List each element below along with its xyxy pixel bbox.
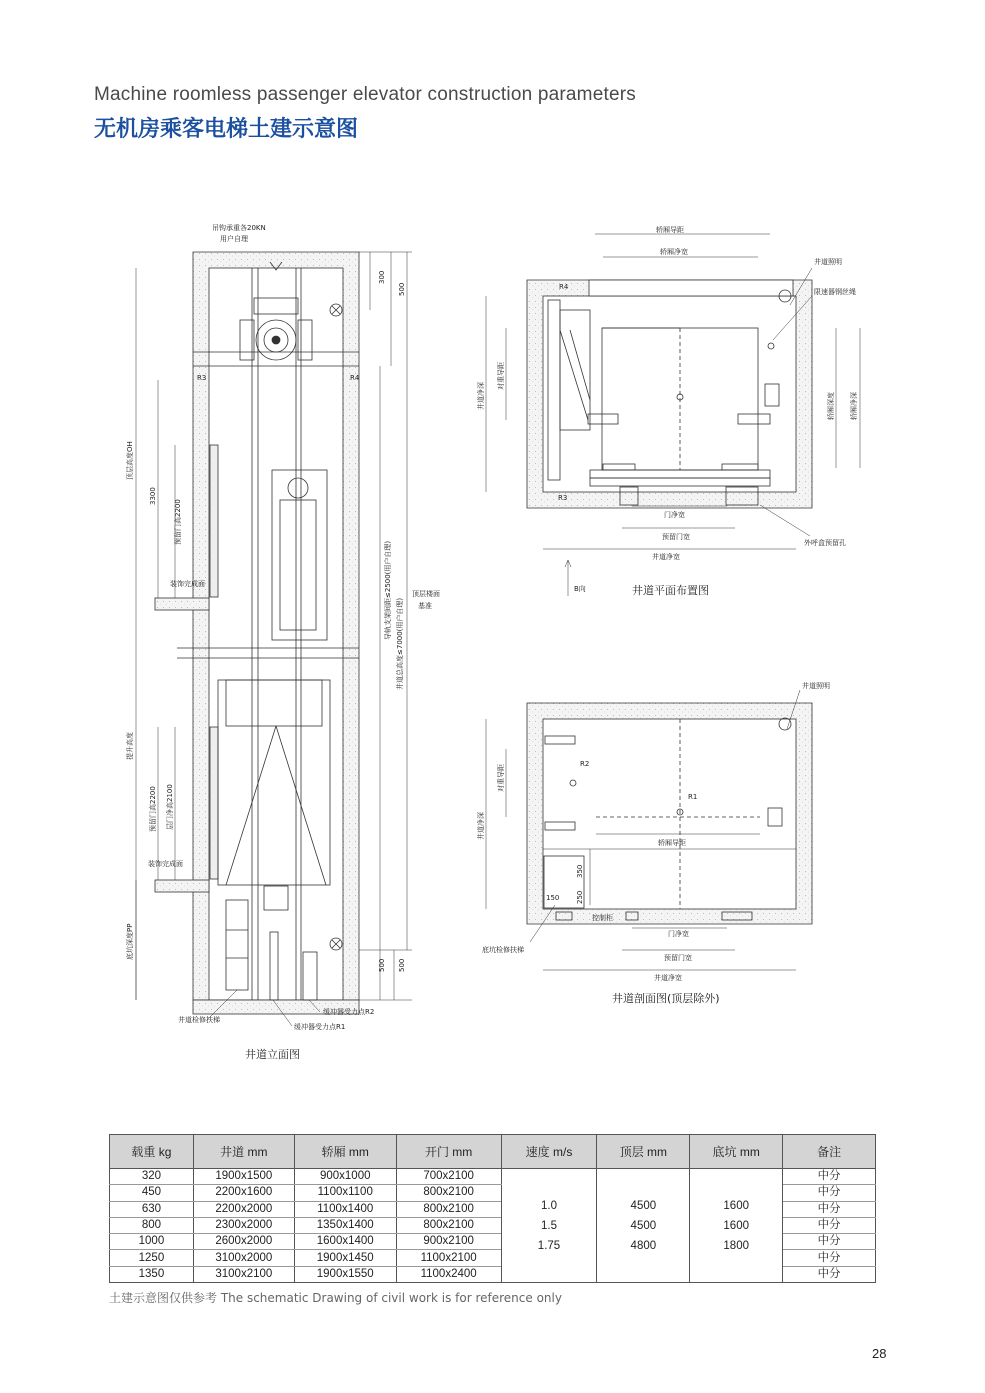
label-r3: R3: [558, 494, 568, 502]
cell-pit-merged: [690, 1169, 783, 1283]
cell-speed-merged: [501, 1169, 597, 1283]
section-drawing: [486, 690, 812, 970]
cell-remark: 中分: [783, 1201, 876, 1217]
title-english: Machine roomless passenger elevator construction parameters: [94, 84, 636, 105]
overhead-value: 4800: [630, 1239, 657, 1252]
label-top-height: 顶层高度OH: [126, 441, 134, 480]
speed-value: 1.0: [541, 1199, 557, 1212]
label-dim-250: 250: [576, 890, 584, 904]
cell-hoistway: 2300x2000: [193, 1217, 294, 1233]
label-r4: R4: [350, 374, 360, 382]
cell-car: 900x1000: [294, 1169, 396, 1185]
caption-elevation: 井道立面图: [245, 1048, 300, 1061]
label-door-2100: 层门净高2100: [166, 784, 174, 830]
cell-door: 1100x2100: [396, 1250, 501, 1266]
label-rail-bracket: 导轨支架间距≤2500(用户自理): [384, 540, 392, 640]
cell-load: 1000: [110, 1234, 194, 1250]
parameters-table: [109, 1134, 876, 1283]
label-travel-height: 提升高度: [126, 732, 134, 760]
cell-door: 700x2100: [396, 1169, 501, 1185]
header-remark: 备注: [783, 1135, 876, 1169]
label-dim-350: 350: [576, 864, 584, 878]
label-car-rail: 轿厢导距: [658, 839, 686, 847]
cell-load: 630: [110, 1201, 194, 1217]
header-door: 开门 mm: [396, 1135, 501, 1169]
cell-car: 1900x1550: [294, 1266, 396, 1282]
header-load: 载重 kg: [110, 1135, 194, 1169]
cell-car: 1900x1450: [294, 1250, 396, 1266]
cell-hoistway: 2200x2000: [193, 1201, 294, 1217]
cell-remark: 中分: [783, 1250, 876, 1266]
cell-hoistway: 2600x2000: [193, 1234, 294, 1250]
label-pit-ladder: 井道检修扶梯: [178, 1016, 220, 1024]
label-r2: R2: [580, 760, 590, 768]
elevation-drawing: [136, 252, 412, 1026]
cell-car: 1600x1400: [294, 1234, 396, 1250]
label-control-cabinet: 控制柜: [592, 914, 613, 922]
label-car-net-depth: 轿厢净深: [850, 392, 858, 420]
cell-remark: 中分: [783, 1266, 876, 1282]
footnote: 土建示意图仅供参考 The schematic Drawing of civil work is for reference only: [109, 1291, 562, 1305]
label-reserve-door-top: 预留门高2200: [174, 499, 182, 545]
label-finish-bottom: 装饰完成面: [148, 860, 183, 868]
label-r1: R1: [688, 793, 698, 801]
header-speed: 速度 m/s: [501, 1135, 597, 1169]
label-dim-500-top: 500: [398, 282, 406, 296]
label-hoist-depth: 井道净深: [477, 382, 485, 410]
label-hook-load: 吊钩承重各20KN: [212, 224, 266, 232]
label-lighting: 井道照明: [814, 258, 842, 266]
label-cwt-rail: 对重导距: [497, 764, 505, 792]
label-call-box: 外呼盒预留孔: [804, 539, 846, 547]
pit-value: 1800: [723, 1239, 749, 1252]
page-number: 28: [872, 1346, 887, 1361]
cell-hoistway: 3100x2100: [193, 1266, 294, 1282]
overhead-value: 4500: [630, 1199, 657, 1212]
label-dim-300: 300: [378, 270, 386, 284]
header-overhead: 顶层 mm: [597, 1135, 690, 1169]
pit-value: 1600: [723, 1199, 749, 1212]
label-governor: 限速器钢丝绳: [814, 288, 856, 296]
caption-section: 井道剖面图(顶层除外): [612, 992, 720, 1005]
cell-load: 320: [110, 1169, 194, 1185]
cell-door: 900x2100: [396, 1234, 501, 1250]
label-car-clear: 轿厢净宽: [660, 248, 688, 256]
label-car-depth: 轿厢深度: [827, 392, 835, 420]
label-r4: R4: [559, 283, 569, 291]
label-dim-500-bottom-b: 500: [398, 958, 406, 972]
label-cwt-rail: 对重导距: [497, 362, 505, 390]
cell-door: 800x2100: [396, 1201, 501, 1217]
speed-value: 1.5: [541, 1219, 557, 1232]
cell-remark: 中分: [783, 1185, 876, 1201]
label-pit-ladder: 底坑检修扶梯: [482, 946, 524, 954]
cell-car: 1100x1400: [294, 1201, 396, 1217]
label-finish-top: 装饰完成面: [170, 580, 205, 588]
cell-load: 800: [110, 1217, 194, 1233]
label-hook-user: 用户自理: [220, 235, 248, 243]
label-reserve-width: 预留门宽: [664, 954, 692, 962]
caption-plan: 井道平面布置图: [632, 584, 709, 597]
cell-car: 1350x1400: [294, 1217, 396, 1233]
header-car: 轿厢 mm: [294, 1135, 396, 1169]
label-hoistway-height: 井道总高度≤7000(用户自理): [396, 597, 404, 690]
label-buffer-r2: 缓冲器受力点R2: [323, 1008, 375, 1016]
cell-hoistway: 2200x1600: [193, 1185, 294, 1201]
table-row: [110, 1169, 876, 1185]
label-dim-3300: 3300: [149, 487, 157, 505]
label-door-2200: 预留门高2200: [149, 786, 157, 832]
cell-remark: 中分: [783, 1217, 876, 1233]
label-dim-500-bottom-a: 500: [378, 958, 386, 972]
label-car-rail: 轿厢导距: [656, 226, 684, 234]
label-top-floor-slab: 顶层楼面: [412, 590, 440, 598]
label-pit-depth: 底坑深度PP: [126, 923, 134, 960]
cell-overhead-merged: [597, 1169, 690, 1283]
cell-hoistway: 3100x2000: [193, 1250, 294, 1266]
overhead-value: 4500: [630, 1219, 657, 1232]
title-chinese: 无机房乘客电梯土建示意图: [94, 117, 359, 142]
label-reserve-width: 预留门宽: [662, 533, 690, 541]
cell-remark: 中分: [783, 1169, 876, 1185]
cell-load: 1250: [110, 1250, 194, 1266]
cell-load: 450: [110, 1185, 194, 1201]
label-hoist-width: 井道净宽: [652, 553, 680, 561]
header-pit: 底坑 mm: [690, 1135, 783, 1169]
label-dim-150: 150: [546, 894, 560, 902]
label-r3: R3: [197, 374, 207, 382]
label-buffer-r1: 缓冲器受力点R1: [294, 1023, 346, 1031]
cell-hoistway: 1900x1500: [193, 1169, 294, 1185]
cell-door: 800x2100: [396, 1217, 501, 1233]
cell-load: 1350: [110, 1266, 194, 1282]
label-slab: 基准: [418, 602, 432, 610]
label-hoist-depth: 井道净深: [477, 812, 485, 840]
cell-car: 1100x1100: [294, 1185, 396, 1201]
cell-remark: 中分: [783, 1234, 876, 1250]
table-header-row: [110, 1135, 876, 1169]
label-lighting: 井道照明: [802, 682, 830, 690]
speed-value: 1.75: [537, 1239, 561, 1252]
label-b-direction: B向: [574, 585, 586, 593]
label-door-clear: 门净宽: [664, 511, 685, 519]
header-hoistway: 井道 mm: [193, 1135, 294, 1169]
pit-value: 1600: [723, 1219, 749, 1232]
cell-door: 1100x2400: [396, 1266, 501, 1282]
label-door-clear: 门净宽: [668, 930, 689, 938]
cell-door: 800x2100: [396, 1185, 501, 1201]
label-hoist-width: 井道净宽: [654, 974, 682, 982]
